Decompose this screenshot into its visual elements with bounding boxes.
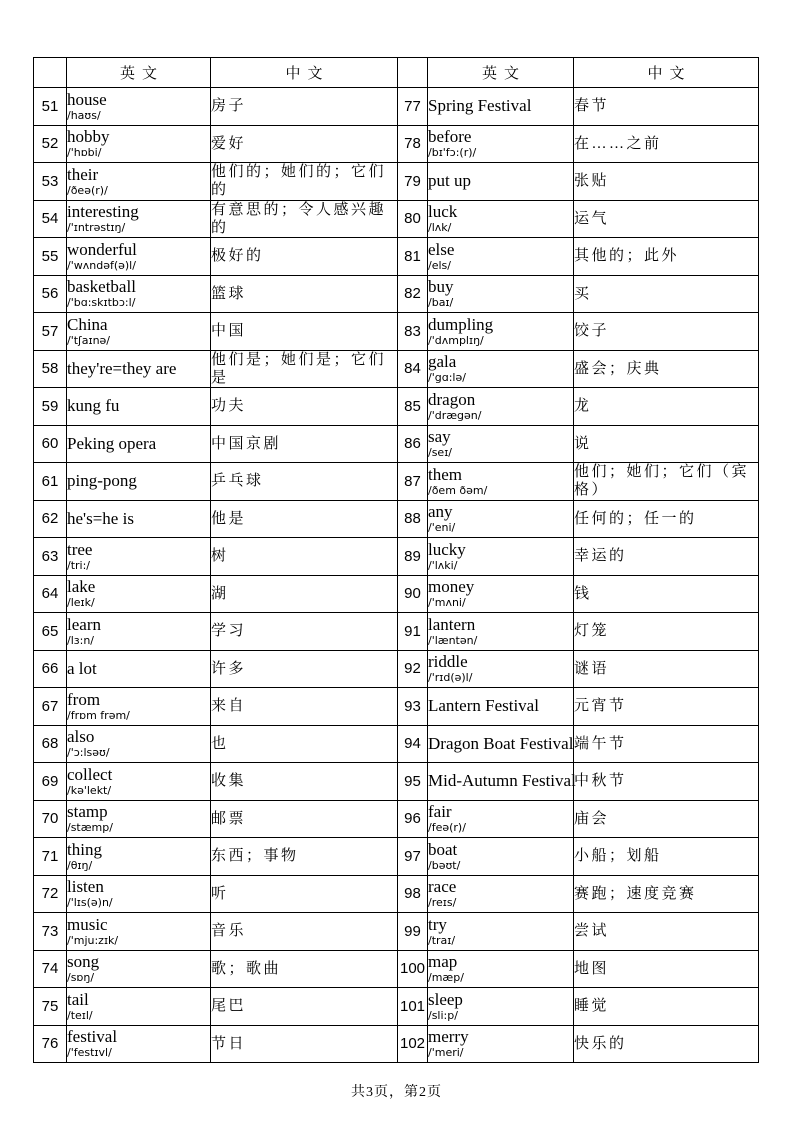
english-cell — [428, 388, 574, 426]
row-number: 60 — [34, 425, 67, 463]
row-number: 64 — [34, 575, 67, 613]
row-number: 53 — [34, 163, 67, 201]
table-row — [34, 575, 759, 613]
phonetic-transcription: /traɪ/ — [428, 933, 456, 947]
english-word: map — [428, 952, 458, 972]
english-cell — [67, 463, 211, 501]
phonetic-transcription: /'hɒbi/ — [67, 146, 102, 160]
english-cell — [67, 800, 211, 838]
english-word: lake — [67, 577, 96, 597]
phonetic-transcription: /θɪŋ/ — [67, 858, 93, 872]
phonetic-transcription: /'ɔ:lsəʊ/ — [67, 746, 110, 760]
english-cell — [428, 988, 574, 1026]
phonetic-transcription: /seɪ/ — [428, 446, 452, 460]
row-number: 71 — [34, 838, 67, 876]
row-number: 100 — [398, 950, 428, 988]
chinese-translation: 有意思的；令人感兴趣的 — [211, 200, 398, 238]
english-word: try — [428, 914, 447, 934]
phonetic-transcription: /'rɪd(ə)l/ — [428, 671, 473, 685]
english-cell — [67, 200, 211, 238]
row-number: 99 — [398, 913, 428, 951]
table-row — [34, 425, 759, 463]
english-word: he's=he is — [67, 508, 134, 528]
row-number: 101 — [398, 988, 428, 1026]
chinese-translation: 收集 — [211, 763, 398, 801]
row-number: 66 — [34, 650, 67, 688]
english-cell — [428, 1025, 574, 1063]
row-number: 80 — [398, 200, 428, 238]
phonetic-transcription: /'gɑ:lə/ — [428, 371, 466, 385]
row-number: 87 — [398, 463, 428, 501]
english-word: music — [67, 914, 108, 934]
page-footer: 共3页，第2页 — [351, 1085, 442, 1100]
english-word: merry — [428, 1027, 469, 1047]
table-row — [34, 688, 759, 726]
header-row — [34, 58, 759, 88]
chinese-translation: 地图 — [574, 950, 759, 988]
row-number: 97 — [398, 838, 428, 876]
row-number: 55 — [34, 238, 67, 276]
english-cell — [67, 650, 211, 688]
chinese-translation: 他们是；她们是；它们是 — [211, 350, 398, 388]
english-word: lantern — [428, 614, 476, 634]
english-word: before — [428, 127, 472, 147]
english-cell — [67, 125, 211, 163]
phonetic-transcription: /'drægən/ — [428, 408, 482, 422]
chinese-translation: 中国京剧 — [211, 425, 398, 463]
table-row — [34, 838, 759, 876]
english-word: buy — [428, 277, 454, 297]
row-number: 83 — [398, 313, 428, 351]
english-word: money — [428, 577, 475, 597]
table-row — [34, 800, 759, 838]
row-number: 74 — [34, 950, 67, 988]
phonetic-transcription: /teɪl/ — [67, 1008, 93, 1022]
chinese-translation: 也 — [211, 725, 398, 763]
phonetic-transcription: /sli:p/ — [428, 1008, 458, 1022]
table-row — [34, 613, 759, 651]
header-number-right — [398, 58, 428, 88]
chinese-translation: 快乐的 — [574, 1025, 759, 1063]
table-row — [34, 463, 759, 501]
english-cell — [67, 388, 211, 426]
chinese-translation: 学习 — [211, 613, 398, 651]
header-number-left — [34, 58, 67, 88]
chinese-translation: 说 — [574, 425, 759, 463]
english-word: China — [67, 314, 108, 334]
english-word: tree — [67, 539, 93, 559]
row-number: 65 — [34, 613, 67, 651]
english-word: Mid-Autumn Festival — [428, 771, 576, 791]
row-number: 59 — [34, 388, 67, 426]
chinese-translation: 湖 — [211, 575, 398, 613]
table-row — [34, 913, 759, 951]
row-number: 84 — [398, 350, 428, 388]
english-word: fair — [428, 802, 452, 822]
english-cell — [428, 613, 574, 651]
table-row — [34, 238, 759, 276]
chinese-translation: 龙 — [574, 388, 759, 426]
chinese-translation: 许多 — [211, 650, 398, 688]
row-number: 51 — [34, 88, 67, 126]
english-word: lucky — [428, 539, 466, 559]
chinese-translation: 庙会 — [574, 800, 759, 838]
english-word: their — [67, 164, 99, 184]
row-number: 86 — [398, 425, 428, 463]
english-word: learn — [67, 614, 101, 634]
row-number: 62 — [34, 500, 67, 538]
english-word: Dragon Boat Festival — [428, 733, 574, 753]
english-cell — [67, 313, 211, 351]
phonetic-transcription: /tri:/ — [67, 558, 91, 572]
english-cell — [428, 163, 574, 201]
english-cell — [67, 88, 211, 126]
phonetic-transcription: /'ɪntrəstɪŋ/ — [67, 221, 126, 235]
row-number: 82 — [398, 275, 428, 313]
chinese-translation: 他们的；她们的；它们的 — [211, 163, 398, 201]
chinese-translation: 任何的；任一的 — [574, 500, 759, 538]
table-row — [34, 275, 759, 313]
phonetic-transcription: /ðem ðəm/ — [428, 483, 488, 497]
row-number: 61 — [34, 463, 67, 501]
phonetic-transcription: /'lɪs(ə)n/ — [67, 896, 113, 910]
row-number: 73 — [34, 913, 67, 951]
chinese-translation: 音乐 — [211, 913, 398, 951]
table-row — [34, 500, 759, 538]
english-cell — [428, 425, 574, 463]
table-row — [34, 650, 759, 688]
english-cell — [67, 163, 211, 201]
english-word: also — [67, 727, 95, 747]
chinese-translation: 幸运的 — [574, 538, 759, 576]
row-number: 76 — [34, 1025, 67, 1063]
english-word: kung fu — [67, 396, 120, 416]
english-cell — [428, 650, 574, 688]
row-number: 68 — [34, 725, 67, 763]
english-word: Lantern Festival — [428, 696, 539, 716]
english-cell — [428, 350, 574, 388]
english-word: Spring Festival — [428, 96, 532, 116]
chinese-translation: 乒乓球 — [211, 463, 398, 501]
english-word: tail — [67, 989, 89, 1009]
table-row — [34, 875, 759, 913]
chinese-translation: 来自 — [211, 688, 398, 726]
row-number: 85 — [398, 388, 428, 426]
english-word: interesting — [67, 202, 139, 222]
chinese-translation: 邮票 — [211, 800, 398, 838]
english-word: festival — [67, 1027, 118, 1047]
phonetic-transcription: /reɪs/ — [428, 896, 457, 910]
english-cell — [67, 763, 211, 801]
phonetic-transcription: /bɪ'fɔ:(r)/ — [428, 146, 477, 160]
phonetic-transcription: /'bɑ:skɪtbɔ:l/ — [67, 296, 136, 310]
row-number: 88 — [398, 500, 428, 538]
row-number: 69 — [34, 763, 67, 801]
row-number: 63 — [34, 538, 67, 576]
phonetic-transcription: /'meri/ — [428, 1046, 464, 1060]
english-cell — [428, 763, 574, 801]
english-word: ping-pong — [67, 471, 137, 491]
row-number: 93 — [398, 688, 428, 726]
english-word: a lot — [67, 658, 97, 678]
phonetic-transcription: /'læntən/ — [428, 633, 478, 647]
english-word: house — [67, 89, 107, 109]
english-cell — [428, 313, 574, 351]
header-chinese-right: 中文 — [574, 58, 759, 88]
phonetic-transcription: /'festɪvl/ — [67, 1046, 112, 1060]
phonetic-transcription: /frɒm frəm/ — [67, 708, 130, 722]
english-cell — [67, 950, 211, 988]
table-row — [34, 538, 759, 576]
english-cell — [67, 500, 211, 538]
chinese-translation: 睡觉 — [574, 988, 759, 1026]
phonetic-transcription: /sɒŋ/ — [67, 971, 95, 985]
row-number: 54 — [34, 200, 67, 238]
row-number: 96 — [398, 800, 428, 838]
table-row — [34, 1025, 759, 1063]
chinese-translation: 端午节 — [574, 725, 759, 763]
phonetic-transcription: /leɪk/ — [67, 596, 95, 610]
row-number: 81 — [398, 238, 428, 276]
row-number: 70 — [34, 800, 67, 838]
english-cell — [428, 500, 574, 538]
row-number: 58 — [34, 350, 67, 388]
table-row — [34, 350, 759, 388]
chinese-translation: 运气 — [574, 200, 759, 238]
row-number: 92 — [398, 650, 428, 688]
english-word: stamp — [67, 802, 108, 822]
chinese-translation: 极好的 — [211, 238, 398, 276]
english-word: song — [67, 952, 100, 972]
table-row — [34, 725, 759, 763]
chinese-translation: 小船；划船 — [574, 838, 759, 876]
english-cell — [67, 350, 211, 388]
chinese-translation: 在……之前 — [574, 125, 759, 163]
row-number: 98 — [398, 875, 428, 913]
english-cell — [428, 88, 574, 126]
row-number: 89 — [398, 538, 428, 576]
english-cell — [67, 988, 211, 1026]
english-cell — [428, 950, 574, 988]
phonetic-transcription: /haʊs/ — [67, 108, 101, 122]
phonetic-transcription: /stæmp/ — [67, 821, 113, 835]
chinese-translation: 听 — [211, 875, 398, 913]
vocab-table — [33, 57, 759, 1063]
english-cell — [67, 725, 211, 763]
chinese-translation: 钱 — [574, 575, 759, 613]
table-row — [34, 313, 759, 351]
phonetic-transcription: /'dʌmplɪŋ/ — [428, 333, 484, 347]
english-word: them — [428, 464, 462, 484]
chinese-translation: 谜语 — [574, 650, 759, 688]
english-word: gala — [428, 352, 457, 372]
english-word: say — [428, 427, 451, 447]
english-cell — [67, 613, 211, 651]
phonetic-transcription: /bəʊt/ — [428, 858, 461, 872]
chinese-translation: 爱好 — [211, 125, 398, 163]
row-number: 95 — [398, 763, 428, 801]
chinese-translation: 东西；事物 — [211, 838, 398, 876]
english-cell — [428, 800, 574, 838]
phonetic-transcription: /'mʌni/ — [428, 596, 466, 610]
english-cell — [67, 538, 211, 576]
english-cell — [67, 275, 211, 313]
chinese-translation: 尾巴 — [211, 988, 398, 1026]
chinese-translation: 灯笼 — [574, 613, 759, 651]
row-number: 78 — [398, 125, 428, 163]
row-number: 77 — [398, 88, 428, 126]
english-cell — [428, 688, 574, 726]
phonetic-transcription: /'lʌki/ — [428, 558, 458, 572]
table-row — [34, 200, 759, 238]
chinese-translation: 赛跑；速度竞赛 — [574, 875, 759, 913]
english-word: luck — [428, 202, 458, 222]
english-cell — [67, 238, 211, 276]
english-word: basketball — [67, 277, 136, 297]
table-row — [34, 88, 759, 126]
english-word: thing — [67, 839, 102, 859]
english-cell — [67, 688, 211, 726]
english-cell — [428, 200, 574, 238]
chinese-translation: 其他的；此外 — [574, 238, 759, 276]
chinese-translation: 树 — [211, 538, 398, 576]
english-cell — [67, 875, 211, 913]
chinese-translation: 元宵节 — [574, 688, 759, 726]
english-cell — [428, 463, 574, 501]
table-row — [34, 763, 759, 801]
table-row — [34, 950, 759, 988]
phonetic-transcription: /feə(r)/ — [428, 821, 466, 835]
english-cell — [67, 913, 211, 951]
header-english-right: 英文 — [428, 58, 574, 88]
phonetic-transcription: /lʌk/ — [428, 221, 452, 235]
english-cell — [428, 838, 574, 876]
english-word: hobby — [67, 127, 110, 147]
row-number: 90 — [398, 575, 428, 613]
english-word: they're=they are — [67, 358, 177, 378]
chinese-translation: 中秋节 — [574, 763, 759, 801]
english-word: listen — [67, 877, 104, 897]
english-word: dragon — [428, 389, 476, 409]
phonetic-transcription: /'eni/ — [428, 521, 456, 535]
row-number: 72 — [34, 875, 67, 913]
phonetic-transcription: /kə'lekt/ — [67, 783, 112, 797]
chinese-translation: 盛会；庆典 — [574, 350, 759, 388]
row-number: 57 — [34, 313, 67, 351]
chinese-translation: 他是 — [211, 500, 398, 538]
phonetic-transcription: /baɪ/ — [428, 296, 454, 310]
row-number: 102 — [398, 1025, 428, 1063]
vocab-table-body — [34, 88, 759, 1063]
row-number: 94 — [398, 725, 428, 763]
table-row — [34, 163, 759, 201]
english-word: collect — [67, 764, 113, 784]
phonetic-transcription: /ðeə(r)/ — [67, 183, 108, 197]
english-cell — [67, 575, 211, 613]
phonetic-transcription: /'tʃaɪnə/ — [67, 333, 111, 347]
english-cell — [67, 425, 211, 463]
row-number: 75 — [34, 988, 67, 1026]
phonetic-transcription: /'mju:zɪk/ — [67, 933, 119, 947]
english-word: put up — [428, 171, 471, 191]
chinese-translation: 功夫 — [211, 388, 398, 426]
row-number: 91 — [398, 613, 428, 651]
english-cell — [67, 1025, 211, 1063]
english-cell — [428, 913, 574, 951]
table-row — [34, 125, 759, 163]
english-word: race — [428, 877, 457, 897]
phonetic-transcription: /lɜ:n/ — [67, 633, 94, 647]
english-word: any — [428, 502, 453, 522]
english-cell — [428, 125, 574, 163]
chinese-translation: 张贴 — [574, 163, 759, 201]
english-cell — [428, 238, 574, 276]
english-word: sleep — [428, 989, 463, 1009]
header-english-left: 英文 — [67, 58, 211, 88]
row-number: 52 — [34, 125, 67, 163]
table-row — [34, 988, 759, 1026]
row-number: 56 — [34, 275, 67, 313]
header-chinese-left: 中文 — [211, 58, 398, 88]
phonetic-transcription: /mæp/ — [428, 971, 464, 985]
english-word: from — [67, 689, 101, 709]
chinese-translation: 房子 — [211, 88, 398, 126]
english-cell — [67, 838, 211, 876]
english-cell — [428, 275, 574, 313]
row-number: 67 — [34, 688, 67, 726]
chinese-translation: 歌；歌曲 — [211, 950, 398, 988]
english-cell — [428, 538, 574, 576]
chinese-translation: 篮球 — [211, 275, 398, 313]
english-cell — [428, 875, 574, 913]
chinese-translation: 春节 — [574, 88, 759, 126]
english-cell — [428, 725, 574, 763]
english-cell — [428, 575, 574, 613]
table-row — [34, 388, 759, 426]
row-number: 79 — [398, 163, 428, 201]
chinese-translation: 节日 — [211, 1025, 398, 1063]
english-word: boat — [428, 839, 458, 859]
english-word: wonderful — [67, 239, 137, 259]
chinese-translation: 尝试 — [574, 913, 759, 951]
phonetic-transcription: /'wʌndəf(ə)l/ — [67, 258, 136, 272]
english-word: riddle — [428, 652, 468, 672]
english-word: Peking opera — [67, 433, 157, 453]
chinese-translation: 饺子 — [574, 313, 759, 351]
chinese-translation: 买 — [574, 275, 759, 313]
phonetic-transcription: /els/ — [428, 258, 451, 272]
english-word: else — [428, 239, 455, 259]
chinese-translation: 他们；她们；它们（宾格） — [574, 463, 759, 501]
english-word: dumpling — [428, 314, 494, 334]
chinese-translation: 中国 — [211, 313, 398, 351]
